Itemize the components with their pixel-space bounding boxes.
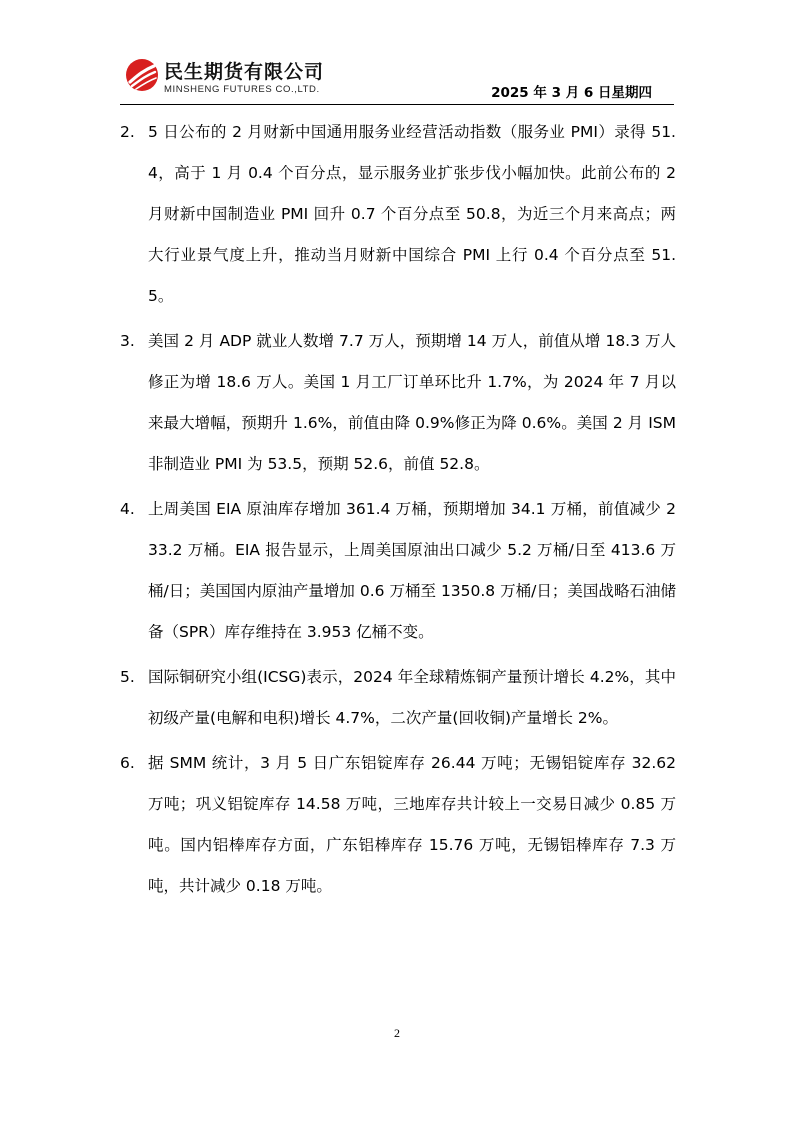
item-number: 4. [120, 500, 135, 518]
item-number: 3. [120, 332, 135, 350]
item-number: 6. [120, 754, 135, 772]
minsheng-logo-icon [125, 58, 159, 92]
item-text: 上周美国 EIA 原油库存增加 361.4 万桶，预期增加 34.1 万桶，前值减少 233.2 万桶。EIA 报告显示，上周美国原油出口减少 5.2 万桶/日至 413.6 万桶/日；美国国内原油产量增加 0.6 万桶至 1350.8 万桶/日；美国战略石油储备（SPR）库存维持在 3.953 亿桶不变。 [148, 500, 676, 641]
news-list [120, 112, 676, 911]
page-header [120, 54, 674, 104]
item-text: 5 日公布的 2 月财新中国通用服务业经营活动指数（服务业 PMI）录得 51.4，高于 1 月 0.4 个百分点，显示服务业扩张步伐小幅加快。此前公布的 2 月财新中国制造业 PMI 回升 0.7 个百分点至 50.8，为近三个月来高点；两大行业景气度上升，推动当月财新中国综合 PMI 上行 0.4 个百分点至 51.5。 [148, 123, 676, 305]
item-text: 美国 2 月 ADP 就业人数增 7.7 万人，预期增 14 万人，前值从增 18.3 万人修正为增 18.6 万人。美国 1 月工厂订单环比升 1.7%，为 2024 年 7 月以来最大增幅，预期升 1.6%，前值由降 0.9%修正为降 0.6%。美国 2 月 ISM 非制造业 PMI 为 53.5，预期 52.6，前值 52.8。 [148, 332, 676, 473]
item-number: 2. [120, 123, 135, 141]
list-item [120, 112, 676, 317]
list-item [120, 489, 676, 653]
item-text: 据 SMM 统计，3 月 5 日广东铝锭库存 26.44 万吨；无锡铝锭库存 32.62 万吨；巩义铝锭库存 14.58 万吨，三地库存共计较上一交易日减少 0.85 万吨。国内铝棒库存方面，广东铝棒库存 15.76 万吨，无锡铝棒库存 7.3 万吨，共计减少 0.18 万吨。 [148, 754, 676, 895]
company-name-en: MINSHENG FUTURES CO.,LTD. [164, 84, 320, 95]
company-name-cn: 民生期货有限公司 [164, 61, 325, 83]
item-text: 国际铜研究小组(ICSG)表示，2024 年全球精炼铜产量预计增长 4.2%，其中初级产量(电解和电积)增长 4.7%，二次产量(回收铜)产量增长 2%。 [148, 668, 676, 727]
item-number: 5. [120, 668, 135, 686]
list-item [120, 657, 676, 739]
report-date: 2025 年 3 月 6 日星期四 [491, 85, 652, 101]
header-divider [120, 104, 674, 105]
list-item [120, 321, 676, 485]
page-number: 2 [394, 1026, 400, 1040]
list-item [120, 743, 676, 907]
